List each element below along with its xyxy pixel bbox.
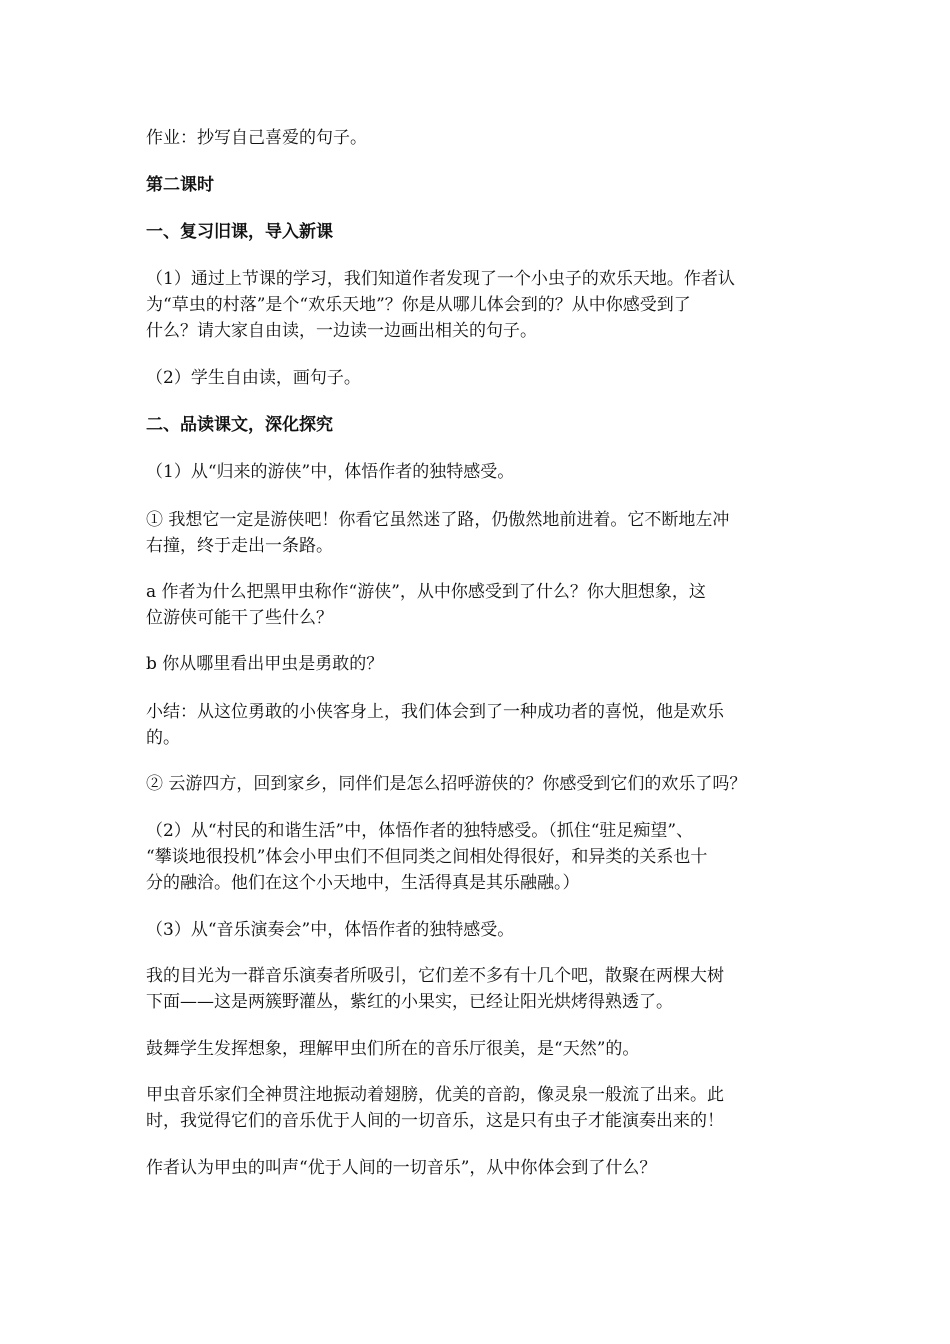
text-line: 什么？请大家自由读，一边读一边画出相关的句子。 [146, 321, 537, 341]
text-line: 时，我觉得它们的音乐优于人间的一切音乐，这是只有虫子才能演奏出来的！ [146, 1111, 724, 1131]
text-line: ② 云游四方，回到家乡，同伴们是怎么招呼游侠的？你感受到它们的欢乐了吗？ [146, 774, 747, 794]
text-line: a 作者为什么把黑甲虫称作“游侠”，从中你感受到了什么？你大胆想象，这 [146, 582, 706, 602]
text-line: 的。 [146, 728, 180, 748]
text-line: b 你从哪里看出甲虫是勇敢的？ [146, 654, 384, 674]
text-line: 位游侠可能干了些什么？ [146, 608, 333, 628]
text-line: 右撞，终于走出一条路。 [146, 536, 333, 556]
text-line: ① 我想它一定是游侠吧！你看它虽然迷了路，仍傲然地前进着。它不断地左冲 [146, 510, 730, 530]
text-line: （2）从“村民的和谐生活”中，体悟作者的独特感受。（抓住“驻足痴望”、 [146, 821, 694, 841]
text-line: 小结：从这位勇敢的小侠客身上，我们体会到了一种成功者的喜悦，他是欢乐 [146, 702, 724, 722]
text-line: 鼓舞学生发挥想象，理解甲虫们所在的音乐厅很美，是“天然”的。 [146, 1039, 640, 1059]
text-line: （2）学生自由读，画句子。 [146, 368, 361, 388]
text-line: 下面——这是两簇野灌丛，紫红的小果实，已经让阳光烘烤得熟透了。 [146, 992, 673, 1012]
section-heading-1: 一、复习旧课，导入新课 [146, 222, 333, 242]
text-line: （1）通过上节课的学习，我们知道作者发现了一个小虫子的欢乐天地。作者认 [146, 269, 735, 289]
text-line: 为“草虫的村落”是个“欢乐天地”？你是从哪儿体会到的？从中你感受到了 [146, 295, 691, 315]
homework-line: 作业：抄写自己喜爱的句子。 [146, 128, 367, 148]
text-line: 分的融洽。他们在这个小天地中，生活得真是其乐融融。） [146, 873, 580, 893]
lesson-title: 第二课时 [146, 175, 214, 195]
text-line: （1）从“归来的游侠”中，体悟作者的独特感受。 [146, 462, 515, 482]
section-heading-2: 二、品读课文，深化探究 [146, 415, 333, 435]
text-line: （3）从“音乐演奏会”中，体悟作者的独特感受。 [146, 920, 515, 940]
text-line: 作者认为甲虫的叫声“优于人间的一切音乐”，从中你体会到了什么？ [146, 1158, 657, 1178]
text-line: 甲虫音乐家们全神贯注地振动着翅膀，优美的音韵，像灵泉一般流了出来。此 [146, 1085, 724, 1105]
text-line: 我的目光为一群音乐演奏者所吸引，它们差不多有十几个吧，散聚在两棵大树 [146, 966, 724, 986]
text-line: “攀谈地很投机”体会小甲虫们不但同类之间相处得很好，和异类的关系也十 [146, 847, 708, 867]
